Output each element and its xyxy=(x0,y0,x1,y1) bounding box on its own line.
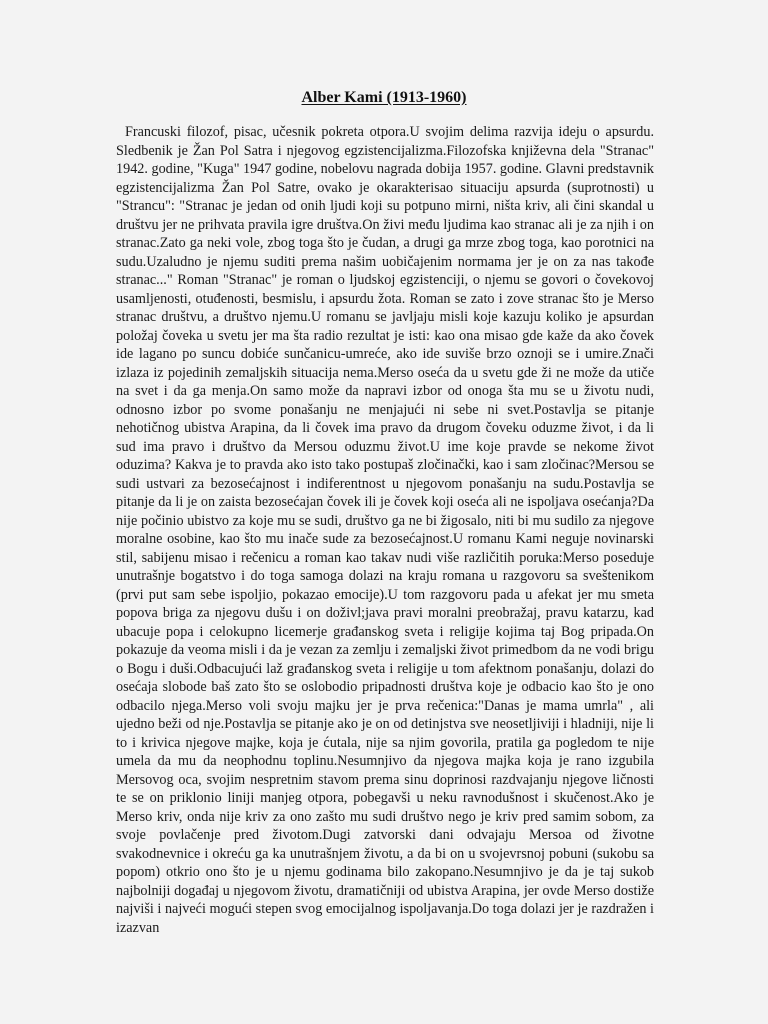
document-title: Alber Kami (1913-1960) xyxy=(301,89,467,106)
document-body-paragraph: Francuski filozof, pisac, učesnik pokreta otpora.U svojim delima razvija ideju o apsurdu. Sledbenik je Žan Pol Satra i njegovog egzistencijalizma.Filozofska književna dela "Stranac" 1942. godine, "Kuga" 1947 godine, nobelovu nagrada dobija 1957. godine. Glavni predstavnik egzistencijalizma Žan Pol Satre, ovako je okarakterisao situaciju apsurda (suprotnosti) u "Strancu": "Stranac je jedan od onih ljudi koji su potpuno mirni, ništa kriv, ali čini skandal u društvu jer ne prihvata pravila igre društva.On živi među ljudima kao stranac ali je za njih i on stranac.Zato ga neki vole, zbog toga što je čudan, a drugi ga mrze zbog toga, kao porotnici na sudu.Uzaludno je njemu suditi prema našim uobičajenim normama jer je on za nas takođe stranac..." Roman "Stranac" je roman o ljudskoj egzistenciji, o njemu se govori o čovekovoj usamljenosti, otuđenosti, besmislu, i apsurdu žota. Roman se zato i zove stranac što je Merso stranac društvu, a društvo njemu.U romanu se javljaju misli koje kazuju koliko je apsurdan položaj čoveka u svetu jer ma šta radio rezultat je isti: kao ona misao gde kaže da ako čovek ide lagano po suncu dobiće sunčanicu-umreće, ako ide suviše brzo oznoji se i umire.Znači izlaza iz pojedinih zemaljskih situacija nema.Merso oseća da u svetu gde ži ne može da utiče na svet i da ga menja.On samo može da napravi izbor od onoga šta mu se u životu nudi, odnosno izbor po svome ponašanju ne menjajući ni sebe ni svet.Postavlja se pitanje nehotičnog ubistva Arapina, da li čovek ima pravo da drugom čoveku oduzme život, i da li sud ima pravo i društvo da Mersou oduzmu život.U ime koje pravde se nekome život oduzima? Kakva je to pravda ako isto tako postupaš zločinački, kao i sam zločinac?Mersou se sudi ustvari za bezosećajnost i indiferentnost u njegovom ponašanju na sudu.Postavlja se pitanje da li je on zaista bezosećajan čovek ili je čovek koji oseća ali ne ispoljava osećanja?Da nije počinio ubistvo za koje mu se sudi, društvo ga ne bi žigosalo, niti bi mu sudilo za njegove moralne osobine, kao što mu inače sude za bezosećajnost.U romanu Kami neguje novinarski stil, sabijenu misao i rečenicu a roman kao takav nudi više različitih poruka:Merso poseduje unutrašnje bogatstvo i do toga samoga dolazi na kraju romana u razgovoru sa sveštenikom (prvi put sam sebe ispoljio, pokazao emocije).U tom razgovoru pada u afekat jer mu smeta popova briga za njegovu dušu i on doživl;java pravi moralni preobražaj, pravu katarzu, kad ubacuje popa i celokupno licemerje građanskog sveta i religije kojima taj Bog pripada.On pokazuje da veoma misli i da je vezan za zemlju i zemaljski život primedbom da ne vodi brigu o Bogu i duši.Odbacujući laž građanskog sveta i religije u tom afektnom ponašanju, dolazi do osećaja slobode baš zato što se oslobodio pripadnosti društva koje je odbacio kao što je ono odbacilo njega.Merso voli svoju majku jer je prva rečenica:"Danas je mama umrla" , ali ujedno beži od nje.Postavlja se pitanje ako je on od detinjstva sve neosetljiviji i hladniji, nije li to i krivica njegove majke, koja je ćutala, nije sa njim govorila, pratila ga pogledom te nije umela da mu da neophodnu toplinu.Nesumnjivo da njegova majka koja je rano izgubila Mersovog oca, svojim nespretnim stavom prema sinu doprinosi razdvajanju njegove ličnosti te se on priklonio liniji manjeg otpora, pobegavši u neku ravnodušnost i skučenost.Ako je Merso kriv, onda nije kriv za ono zašto mu sudi društvo nego je kriv pred samim sobom, za svoje povlačenje pred životom.Dugi zatvorski dani odvajaju Mersoa od životne svakodnevnice i okreću ga ka unutrašnjem životu, a da bi on u svojevrsnoj pobuni (sukobu sa popom) otkrio ono što je u njemu godinama bilo zakopano.Nesumnjivo je da je taj sukob najbolniji događaj u njegovom životu, dramatičniji od ubistva Arapina, jer ovde Merso dostiže najviši i najveći mogući stepen svog emocijalnog ispoljavanja.Do toga dolazi jer je razdražen i izazvan xyxy=(116,124,654,936)
